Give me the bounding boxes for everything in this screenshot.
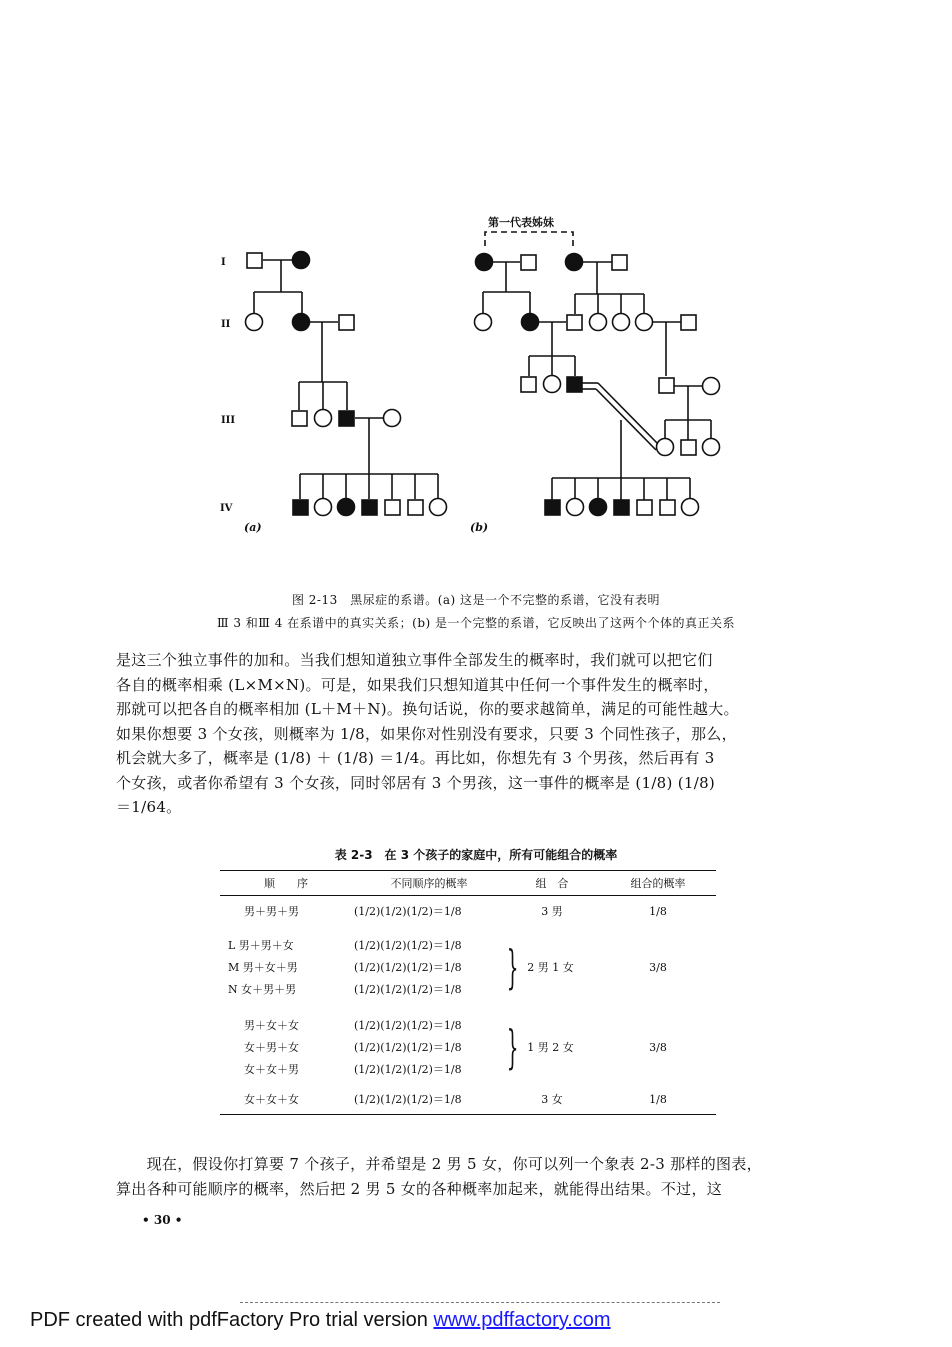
cell-order: N 女＋男＋男 <box>228 983 297 996</box>
cell-probability: (1/2)(1/2)(1/2)＝1/8 <box>354 939 462 952</box>
pdf-footer <box>30 1309 611 1332</box>
brace-glyph: } <box>506 1020 519 1074</box>
cell-probability: (1/2)(1/2)(1/2)＝1/8 <box>354 1093 462 1106</box>
panel-a-label: (a) <box>244 521 262 534</box>
cell-order: 男＋男＋男 <box>244 905 299 918</box>
pedigree-affected-female <box>293 314 310 331</box>
cell-order: 女＋男＋女 <box>244 1041 299 1054</box>
pedigree-male <box>637 500 652 515</box>
pedigree-affected-female <box>293 252 310 269</box>
cell-combination-probability: 1/8 <box>649 904 667 918</box>
probability-table <box>220 870 716 1115</box>
cell-probability: (1/2)(1/2)(1/2)＝1/8 <box>354 1041 462 1054</box>
pedigree-female <box>315 410 332 427</box>
generation-label: I <box>221 257 226 268</box>
pedigree-male <box>659 378 674 393</box>
text-line: 个女孩，或者你希望有 3 个女孩，同时邻居有 3 个男孩，这一事件的概率是 (1/8) (1/8) <box>116 773 716 792</box>
pedigree-female <box>657 439 674 456</box>
generation-label: III <box>221 415 236 426</box>
header-order-probability: 不同顺序的概率 <box>390 877 468 890</box>
header-combination: 组 合 <box>535 877 569 890</box>
pedigree-male <box>567 315 582 330</box>
cell-probability: (1/2)(1/2)(1/2)＝1/8 <box>354 1063 462 1076</box>
pedigree-female <box>315 499 332 516</box>
table-group-2m1f <box>220 932 716 1002</box>
page-number: • 30 • <box>142 1213 183 1227</box>
pedigree-male <box>660 500 675 515</box>
pedigree-male <box>247 253 262 268</box>
pedigree-figure <box>0 0 952 560</box>
pedigree-male <box>292 411 307 426</box>
cell-probability: (1/2)(1/2)(1/2)＝1/8 <box>354 983 462 996</box>
group-brace <box>504 932 600 1002</box>
text-line: 是这三个独立事件的加和。当我们想知道独立事件全部发生的概率时，我们就可以把它们 <box>116 651 713 669</box>
pedigree-female <box>384 410 401 427</box>
pedigree-female <box>544 376 561 393</box>
table-group-1m2f <box>220 1012 716 1082</box>
pedigree-male <box>385 500 400 515</box>
footer-text: PDF created with pdfFactory Pro trial version <box>30 1309 434 1331</box>
text-line: 机会就大多了，概率是 (1/8) ＋ (1/8) ＝1/4。再比如，你想先有 3 个男孩，然后再有 3 <box>116 749 715 767</box>
text-line: ＝1/64。 <box>116 798 182 816</box>
header-combination-probability: 组合的概率 <box>630 877 686 890</box>
text-line: 各自的概率相乘 (L×M×N)。可是，如果我们只想知道其中任何一个事件发生的概率时， <box>116 675 719 694</box>
pedigree-affected-female <box>590 499 607 516</box>
text-line: 如果你想要 3 个女孩，则概率为 1/8，如果你对性别没有要求，只要 3 个同性孩子，那么， <box>116 724 737 743</box>
cell-combination: 3 女 <box>541 1093 563 1106</box>
pedigree-affected-female <box>522 314 539 331</box>
body-paragraph-2 <box>116 1152 830 1201</box>
table-row <box>220 900 716 922</box>
pedigree-male <box>681 440 696 455</box>
pedigree-female <box>703 378 720 395</box>
pedigree-affected-male <box>614 500 629 515</box>
text-line: 那就可以把各自的概率相加 (L＋M＋N)。换句话说，你的要求越简单，满足的可能性越大。 <box>116 700 739 718</box>
pedigree-affected-male <box>339 411 354 426</box>
pedigree-male <box>408 500 423 515</box>
figure-caption-line-1: 图 2-13 黑尿症的系谱。(a) 这是一个不完整的系谱，它没有表明 <box>291 593 661 607</box>
pedigree-male <box>521 255 536 270</box>
pedigree-male <box>521 377 536 392</box>
pedigree-affected-male <box>362 500 377 515</box>
panel-b-label: (b) <box>470 521 489 534</box>
pedigree-female <box>703 439 720 456</box>
cell-probability: (1/2)(1/2)(1/2)＝1/8 <box>354 905 462 918</box>
pedigree-affected-male <box>545 500 560 515</box>
pedigree-female <box>590 314 607 331</box>
pedigree-affected-female <box>338 499 355 516</box>
body-paragraph-1 <box>116 648 830 820</box>
table-title: 表 2-3 在 3 个孩子的家庭中，所有可能组合的概率 <box>334 848 618 862</box>
generation-label: II <box>221 319 231 330</box>
text-line: 算出各种可能顺序的概率，然后把 2 男 5 女的各种概率加起来，就能得出结果。不过，这 <box>116 1179 723 1198</box>
pedigree-female <box>567 499 584 516</box>
pedigree-male <box>612 255 627 270</box>
pedigree-male <box>681 315 696 330</box>
pedigree-male <box>339 315 354 330</box>
group-brace <box>504 1012 600 1082</box>
header-order: 顺 序 <box>264 877 308 890</box>
pedigree-affected-male <box>567 377 582 392</box>
cell-combination: 2 男 1 女 <box>527 961 574 974</box>
pedigree-affected-male <box>293 500 308 515</box>
cell-combination-probability: 3/8 <box>649 1040 667 1054</box>
pedigree-female <box>613 314 630 331</box>
cell-order: M 男＋女＋男 <box>228 961 298 974</box>
cell-order: 男＋女＋女 <box>244 1019 299 1032</box>
cell-combination-probability: 3/8 <box>649 960 667 974</box>
figure-caption-line-2: Ⅲ 3 和Ⅲ 4 在系谱中的真实关系；(b) 是一个完整的系谱，它反映出了这两个个体的真正关系 <box>216 616 736 630</box>
cell-probability: (1/2)(1/2)(1/2)＝1/8 <box>354 961 462 974</box>
cell-order: L 男＋男＋女 <box>228 939 294 952</box>
pedigree-female <box>682 499 699 516</box>
pedigree-female <box>475 314 492 331</box>
pedigree-female <box>246 314 263 331</box>
table-header-row <box>220 871 716 896</box>
brace-glyph: } <box>506 940 519 994</box>
generation-label: IV <box>220 503 233 514</box>
scan-artifact-line <box>240 1302 720 1304</box>
footer-link[interactable]: www.pdffactory.com <box>433 1309 611 1331</box>
cell-combination: 1 男 2 女 <box>527 1041 574 1054</box>
pedigree-affected-female <box>476 254 493 271</box>
cell-order: 女＋女＋女 <box>244 1093 299 1106</box>
pedigree-affected-female <box>566 254 583 271</box>
table-row <box>220 1088 716 1110</box>
text-line: 现在，假设你打算要 7 个孩子，并希望是 2 男 5 女，你可以列一个象表 2-3 那样的图表， <box>116 1155 762 1173</box>
pedigree-female <box>430 499 447 516</box>
cell-order: 女＋女＋男 <box>244 1063 299 1076</box>
cell-probability: (1/2)(1/2)(1/2)＝1/8 <box>354 1019 462 1032</box>
pedigree-female <box>636 314 653 331</box>
cousins-label: 第一代表姊妹 <box>488 216 554 229</box>
cell-combination-probability: 1/8 <box>649 1092 667 1106</box>
cell-combination: 3 男 <box>541 905 563 918</box>
